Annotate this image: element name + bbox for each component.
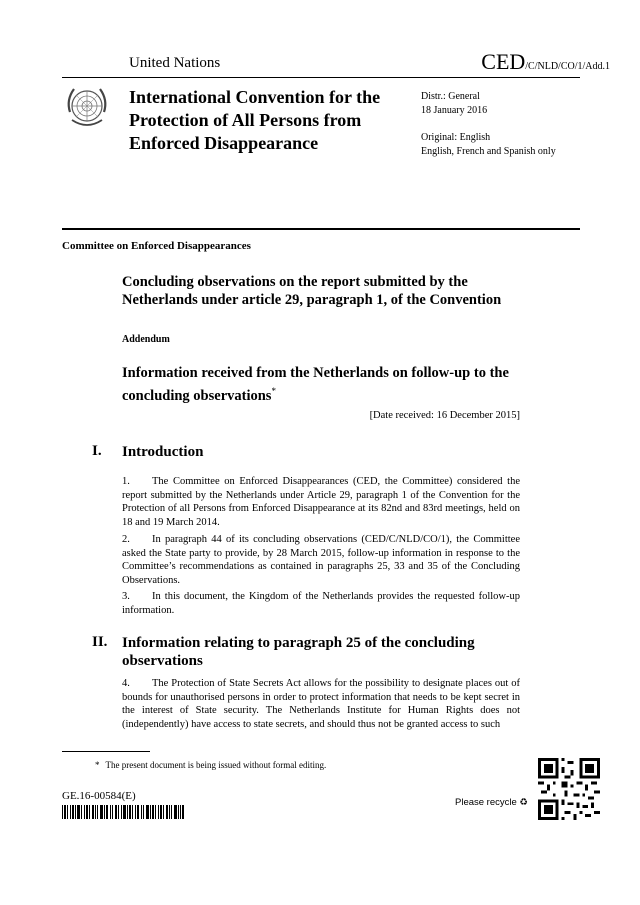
paragraph-text: The Committee on Enforced Disappearances (CED, the Committee) considered the report submitted by the Netherlands under Article 29, paragraph 1 of the Convention for the Protection of all Persons from Enforced Disappearance at its 82nd and 83rd meetings, held on 18 and 19 March 2014. [122,476,520,528]
footnote-text: The present document is being issued without formal editing. [105,760,327,770]
info-heading-text: Information received from the Netherlands on follow-up to the concluding observations [122,365,509,404]
convention-title: International Convention for the Protection of All Persons from Enforced Disappearance [129,87,381,153]
footnote-rule [62,751,150,752]
paragraph-number: 4. [122,678,130,689]
addendum-label: Addendum [122,334,170,345]
paragraph-4 [122,677,520,731]
section-1-title: Introduction [122,444,204,460]
qr-code-icon [538,758,600,820]
paragraph-number: 1. [122,476,130,487]
section-2-number: II. [92,634,108,650]
committee-name: Committee on Enforced Disappearances [62,240,251,252]
document-symbol [481,49,610,75]
distribution: Distr.: General [421,91,480,102]
paragraph-3 [122,590,520,617]
section-1-number: I. [92,443,102,459]
footnote-mark: * [95,760,100,770]
paragraph-text: The Protection of State Secrets Act allows for the possibility to designate places out of bounds for unauthorised persons in order to protect information that needs to be kept secret in the interest of State security. The Netherlands Institute for Human Rights does not (independently) have access to state secrets, and should thus not be granted access to such [122,678,520,730]
barcode-icon [62,805,184,819]
info-heading [122,364,522,405]
section-2-title: Information relating to paragraph 25 of the concluding observations [122,635,475,669]
ge-code: GE.16-00584(E) [62,790,136,802]
paragraph-number: 2. [122,534,130,545]
language-block [421,131,556,159]
section-rule [62,228,580,230]
symbol-main: CED [481,49,526,74]
main-heading: Concluding observations on the report submitted by the Netherlands under article 29, paragraph 1, of the Convention [122,274,502,308]
symbol-suffix: /C/NLD/CO/1/Add.1 [525,61,610,72]
un-emblem-icon [62,82,112,132]
paragraph-text: In paragraph 44 of its concluding observations (CED/C/NLD/CO/1), the Committee asked the State party to provide, by 28 March 2015, follow-up information in response to the Committee’s recommendations as contained in paragraphs 25, 33 and 35 of the Concluding Observations. [122,534,520,586]
header-rule [62,77,580,78]
recycle-label [455,797,528,808]
paragraph-1 [122,475,520,529]
paragraph-2 [122,533,520,587]
footnote-reference[interactable]: * [271,386,276,396]
distribution-block [421,90,487,118]
date-received: [Date received: 16 December 2015] [369,410,520,421]
issue-date: 18 January 2016 [421,105,488,116]
organization-name: United Nations [129,55,221,71]
recycle-icon: ♻ [519,797,528,808]
recycle-text: Please recycle [455,797,517,808]
available-languages: English, French and Spanish only [421,146,556,157]
paragraph-number: 3. [122,591,130,602]
footnote [95,760,326,770]
original-language: Original: English [421,132,491,143]
paragraph-text: In this document, the Kingdom of the Netherlands provides the requested follow-up information. [122,591,520,616]
